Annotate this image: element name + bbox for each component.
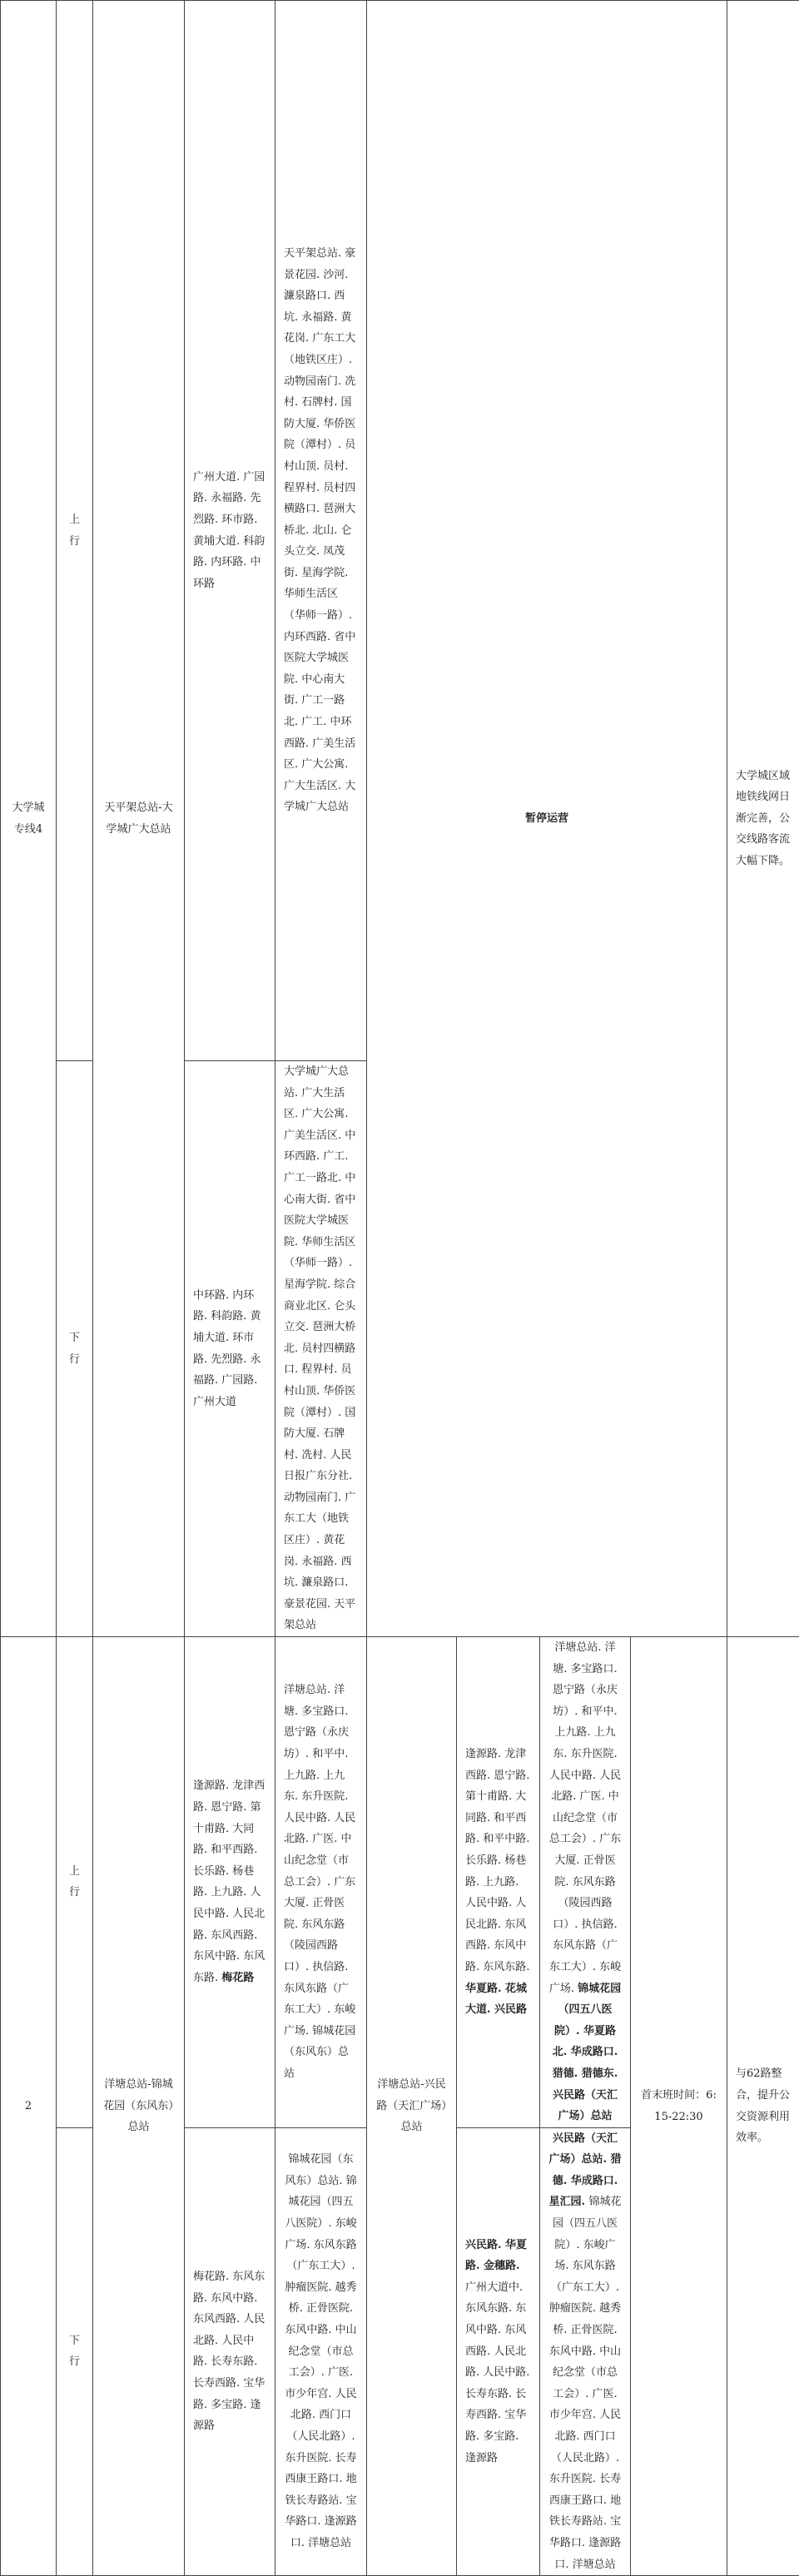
- direction-label: 下行: [57, 2127, 93, 2575]
- suspension-notice: 暂停运营: [367, 1, 727, 1637]
- highlighted-road-list: 华夏路. 花城大道. 兴民路: [465, 1983, 527, 2017]
- current-roads: 中环路. 内环路. 科韵路. 黄埔大道. 环市路. 先烈路. 永福路. 广园路. 广州大道: [185, 1061, 275, 1637]
- new-stops: [540, 1637, 631, 2128]
- direction-label: 上行: [57, 1637, 93, 2128]
- road-list: 广州大道中. 东风东路. 东风中路. 东风西路. 人民北路. 人民中路. 长寿东路. 长寿西路. 宝华路. 多宝路. 逢源路: [465, 2281, 533, 2464]
- new-roads: [457, 2127, 540, 2575]
- stop-list: 锦城花园（四五八医院）. 东峻广场. 东风东路（广东工大）. 肿瘤医院. 越秀桥. 正骨医院. 东风中路. 中山纪念堂（市总工会）. 广医. 市少年宫. 人民北路. 西门口（人民北路）. 东升医院. 长寿西康王路口. 地铁长寿路站. 宝华路口. 逢源路口. 洋塘总站: [549, 2196, 623, 2570]
- current-stops: 洋塘总站. 洋塘. 多宝路口. 恩宁路（永庆坊）. 和平中. 上九路. 上九东. 东升医院. 人民中路. 人民北路. 广医. 中山纪念堂（市总工会）. 广东大厦. 正骨医院. 东风东路（陵园西路口）. 执信路. 东风东路（广东工大）. 东峻广场. 锦城花园（东风东）总站: [275, 1637, 367, 2128]
- current-roads: 梅花路. 东风东路. 东风中路. 东风西路. 人民北路. 人民中路. 长寿东路. 长寿西路. 宝华路. 多宝路. 逢源路: [185, 2127, 275, 2575]
- highlighted-stop-list: 锦城花园（四五八医院）. 华夏路北. 华成路口. 猎德. 猎德东. 兴民路（天汇广场）总站: [553, 1983, 622, 2123]
- highlighted-stop-list: 兴民路（天汇广场）总站. 猎德. 华成路口. 星汇园.: [548, 2132, 621, 2209]
- service-hours: 首末班时间：6:15-22:30: [631, 1637, 727, 2576]
- stop-list: 洋塘总站. 洋塘. 多宝路口. 恩宁路（永庆坊）. 和平中. 上九路. 上九东. 东升医院. 人民中路. 人民北路. 广医. 中山纪念堂（市总工会）. 广东大厦. 正骨医院. 东风东路（陵园西路口）. 执信路. 东风东路（广东工大）. 东峻广场.: [549, 1641, 621, 1995]
- current-stops: 大学城广大总站. 广大生活区. 广大公寓. 广美生活区. 中环西路. 广工. 广工一路北. 中心南大街. 省中医院大学城医院. 华师生活区（华师一路）. 星海学院. 综合商业北区. 仑头立交. 琶洲大桥北. 员村四横路口. 程界村. 员村山顶. 华侨医院（潭村）. 国防大厦. 石牌村. 冼村. 人民日报广东分社. 动物园南门. 广东工大（地铁区庄）. 黄花岗. 永福路. 西坑. 濂泉路口. 豪景花园. 天平架总站: [275, 1061, 367, 1637]
- road-list: 逢源路. 龙津西路. 恩宁路. 第十甫路. 大同路. 和平西路. 长乐路. 杨巷路. 上九路. 人民中路. 人民北路. 东风西路. 东风中路. 东风东路.: [193, 1779, 265, 1983]
- road-list: 逢源路. 龙津西路. 恩宁路. 第十甫路. 大同路. 和平西路. 和平中路. 长乐路. 杨巷路. 上九路. 人民中路. 人民北路. 东风西路. 东风中路. 东风东路.: [465, 1748, 533, 1973]
- new-terminals: 洋塘总站-兴民路（天汇广场）总站: [367, 1637, 457, 2576]
- table-row: [1, 1637, 799, 2128]
- highlighted-road-list: 兴民路. 华夏路. 金穗路.: [465, 2239, 527, 2273]
- current-stops: 锦城花园（东风东）总站. 锦城花园（四五八医院）. 东峻广场. 东风东路（广东工大）. 肿瘤医院. 越秀桥. 正骨医院. 东风中路. 中山纪念堂（市总工会）. 广医. 市少年宫. 人民北路. 西门口（人民北路）. 东升医院. 长寿西康王路口. 地铁长寿路站. 宝华路口. 逢源路口. 洋塘总站: [275, 2127, 367, 2575]
- direction-label: 上行: [57, 1, 93, 1061]
- new-roads: [457, 1637, 540, 2128]
- table-row: [1, 1, 799, 1061]
- current-stops: 天平架总站. 豪景花园. 沙河. 濂泉路口. 西坑. 永福路. 黄花岗. 广东工大（地铁区庄）. 动物园南门. 冼村. 石牌村. 国防大厦. 华侨医院（潭村）. 员村山顶. 员村. 程界村. 员村四横路口. 琶洲大桥北. 北山. 仑头立交. 凤茂街. 星海学院. 华师生活区（华师一路）. 内环西路. 省中医院大学城医院. 中心南大街. 广工一路北. 广工. 中环西路. 广美生活区. 广大公寓. 广大生活区. 大学城广大总站: [275, 1, 367, 1061]
- current-roads: 广州大道. 广园路. 永福路. 先烈路. 环市路. 黄埔大道. 科韵路. 内环路. 中环路: [185, 1, 275, 1061]
- route-name: 2: [1, 1637, 57, 2576]
- current-roads: [185, 1637, 275, 2128]
- new-stops: [540, 2127, 631, 2575]
- current-terminals: 天平架总站-大学城广大总站: [93, 1, 185, 1637]
- route-name: 大学城专线4: [1, 1, 57, 1637]
- adjustment-reason: 与62路整合，提升公交资源利用效率。: [727, 1637, 799, 2576]
- highlighted-road-list: 梅花路: [221, 1972, 254, 1984]
- adjustment-reason: 大学城区域地铁线网日渐完善，公交线路客流大幅下降。: [727, 1, 799, 1637]
- direction-label: 下行: [57, 1061, 93, 1637]
- current-terminals: 洋塘总站-锦城花园（东风东）总站: [93, 1637, 185, 2576]
